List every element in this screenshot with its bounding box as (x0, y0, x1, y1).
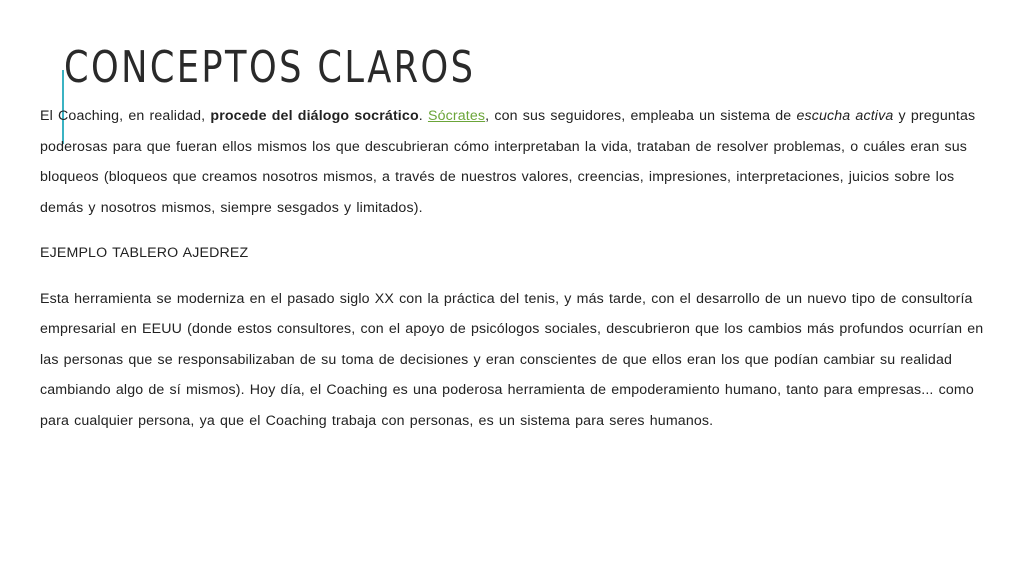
intro-bold-text: procede del diálogo socrático (210, 108, 419, 124)
slide-title: CONCEPTOS CLAROS (64, 42, 476, 93)
section-heading: EJEMPLO TABLERO AJEDREZ (40, 245, 249, 261)
history-paragraph: Esta herramienta se moderniza en el pasado siglo XX con la práctica del tenis, y más tarde, con el desarrollo de un nuevo tipo de consultoría empresarial en EEUU (donde estos consultores, con el apoyo de psicólogos sociales, descubrieron que los cambios más profundos ocurrían en las personas que se responsabilizaban de su toma de decisiones y eran conscientes de que ellos eran los que podían cambiar su realidad cambiando algo de sí mismos). Hoy día, el Coaching es una poderosa herramienta de empoderamiento humano, tanto para empresas... como para cualquier persona, ya que el Coaching trabaja con personas, es un sistema para seres humanos. (40, 290, 984, 429)
intro-text-4: y preguntas poderosas para que fueran ellos mismos los que descubrieran cómo interpretaban la vida, trataban de resolver problemas, o cuáles eran sus bloqueos (bloqueos que creamos nosotros mismos, a través de nuestros valores, creencias, impresiones, interpretaciones, juicios sobre los demás y nosotros mismos, siempre sesgados y limitados). (40, 108, 976, 216)
intro-paragraph (40, 101, 1000, 223)
intro-italic-text: escucha activa (796, 108, 894, 124)
intro-text-3: , con sus seguidores, empleaba un sistema de (485, 108, 797, 124)
slide-content (40, 101, 1000, 436)
intro-text-1: El Coaching, en realidad, (40, 108, 211, 124)
socrates-link[interactable]: Sócrates (427, 108, 486, 124)
intro-text-2: . (418, 108, 428, 124)
